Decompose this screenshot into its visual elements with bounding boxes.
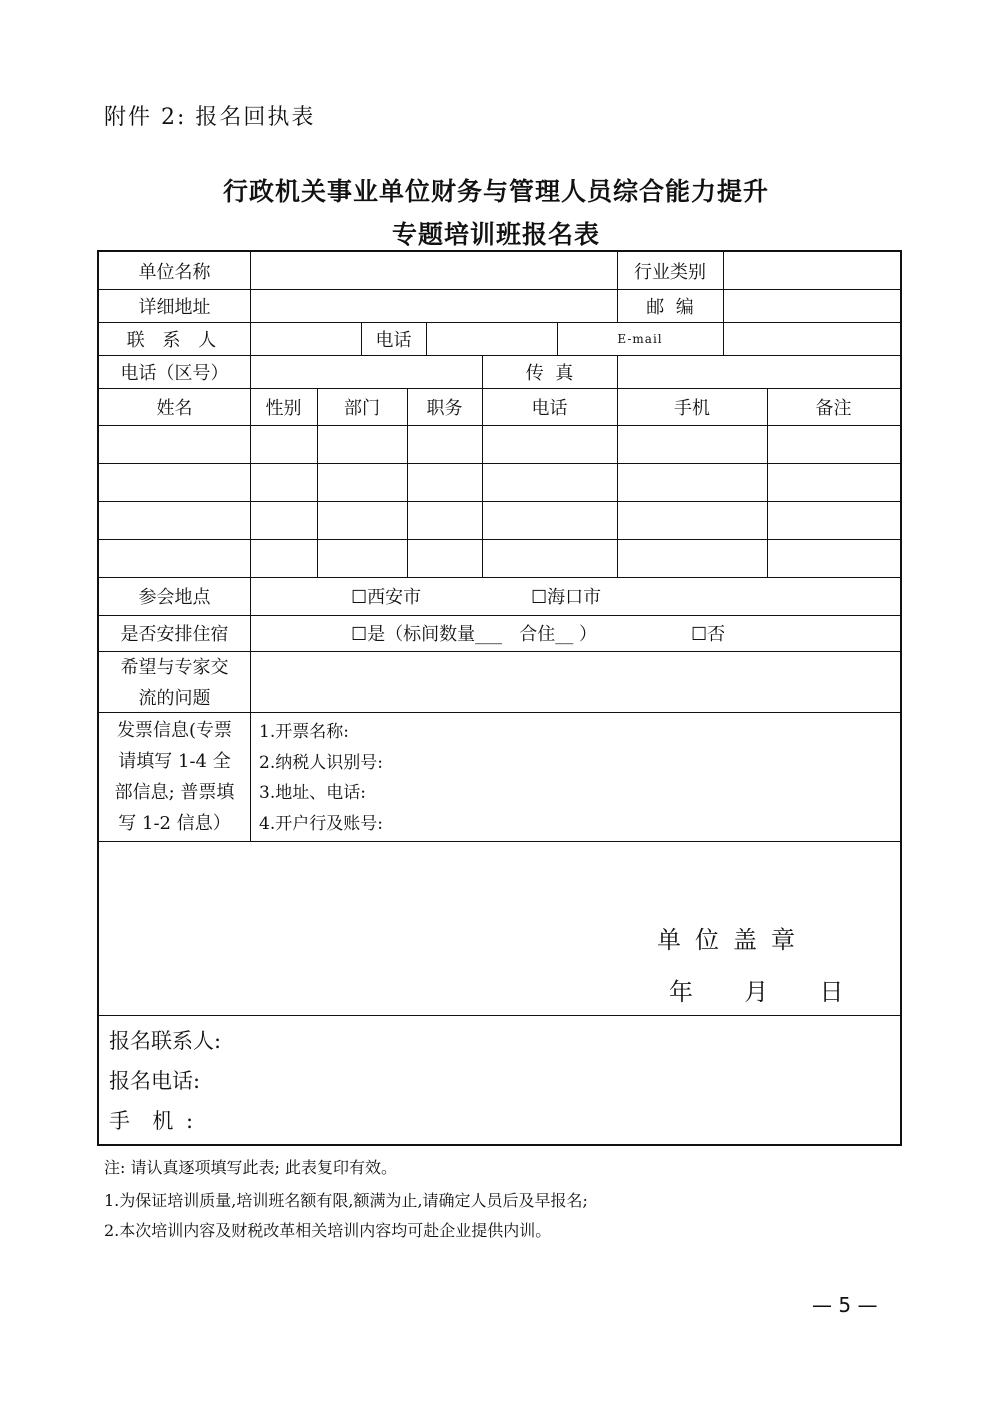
phone-label: 电话 <box>375 329 412 351</box>
question-field[interactable] <box>251 652 900 712</box>
unit-stamp-label: 单位盖章 <box>657 926 809 954</box>
column-header-position: 职务 <box>426 397 463 419</box>
contact-person-label: 联 系 人 <box>126 329 223 351</box>
attendee-row-3[interactable] <box>99 502 900 539</box>
column-header-phone: 电话 <box>531 397 568 419</box>
contact-person-field[interactable] <box>251 322 361 355</box>
invoice-item-address[interactable]: 3.地址、电话: <box>259 783 366 803</box>
venue-label: 参会地点 <box>138 587 211 608</box>
address-label: 详细地址 <box>138 296 211 318</box>
registrant-phone-label: 报名电话: <box>109 1069 201 1093</box>
venue-option-haikou[interactable]: ☐海口市 <box>531 587 602 608</box>
postcode-field[interactable] <box>724 289 900 322</box>
attendee-row-2[interactable] <box>99 464 900 501</box>
column-header-name: 姓名 <box>156 397 193 419</box>
column-header-gender: 性别 <box>265 397 302 419</box>
note-item-2: 2.本次培训内容及财税改革相关培训内容均可赴企业提供内训。 <box>104 1221 552 1240</box>
note-instruction: 注: 请认真逐项填写此表; 此表复印有效。 <box>104 1158 397 1177</box>
address-field[interactable] <box>251 289 617 322</box>
note-item-1: 1.为保证培训质量,培训班名额有限,额满为止,请确定人员后及早报名; <box>104 1191 588 1210</box>
unit-name-label: 单位名称 <box>138 261 211 283</box>
phone-field[interactable] <box>427 322 557 355</box>
registration-form-table <box>97 250 902 1146</box>
unit-name-field[interactable] <box>251 252 617 289</box>
venue-option-xian[interactable]: ☐西安市 <box>351 587 422 608</box>
form-title-line2: 专题培训班报名表 <box>391 220 600 249</box>
fax-label: 传 真 <box>525 362 574 384</box>
invoice-info-label: 发票信息(专票 请填写 1-4 全 部信息; 普票填 写 1-2 信息） <box>114 720 235 834</box>
email-label: E-mail <box>617 331 663 346</box>
mobile-label: 手 机 : <box>109 1109 197 1133</box>
industry-field[interactable] <box>724 252 900 289</box>
page-number: — 5 — <box>812 1293 878 1317</box>
invoice-item-bank[interactable]: 4.开户行及账号: <box>259 813 383 834</box>
attachment-label: 附件 2: 报名回执表 <box>104 105 316 130</box>
email-field[interactable] <box>724 322 900 355</box>
form-title-line1: 行政机关事业单位财务与管理人员综合能力提升 <box>222 177 769 206</box>
column-header-remarks: 备注 <box>815 397 852 419</box>
industry-label: 行业类别 <box>634 261 706 283</box>
lodging-option-no[interactable]: ☐否 <box>691 624 726 645</box>
stamp-date: 年 月 日 <box>669 978 856 1006</box>
invoice-item-name[interactable]: 1.开票名称: <box>259 722 349 742</box>
area-phone-field[interactable] <box>251 355 482 388</box>
attendee-row-1[interactable] <box>99 426 900 463</box>
attendee-row-4[interactable] <box>99 540 900 577</box>
column-header-mobile: 手机 <box>674 397 710 419</box>
invoice-item-taxid[interactable]: 2.纳税人识别号: <box>259 752 383 773</box>
column-header-department: 部门 <box>344 397 380 419</box>
fax-field[interactable] <box>618 355 900 388</box>
lodging-label: 是否安排住宿 <box>120 624 229 645</box>
question-label: 希望与专家交 流的问题 <box>120 657 229 709</box>
registrant-label: 报名联系人: <box>109 1029 222 1053</box>
lodging-option-yes[interactable]: ☐是（标间数量___ 合住__ ） <box>351 624 598 645</box>
postcode-label: 邮 编 <box>646 296 694 318</box>
invoice-items[interactable] <box>259 717 383 839</box>
area-phone-label: 电话（区号） <box>120 362 229 384</box>
